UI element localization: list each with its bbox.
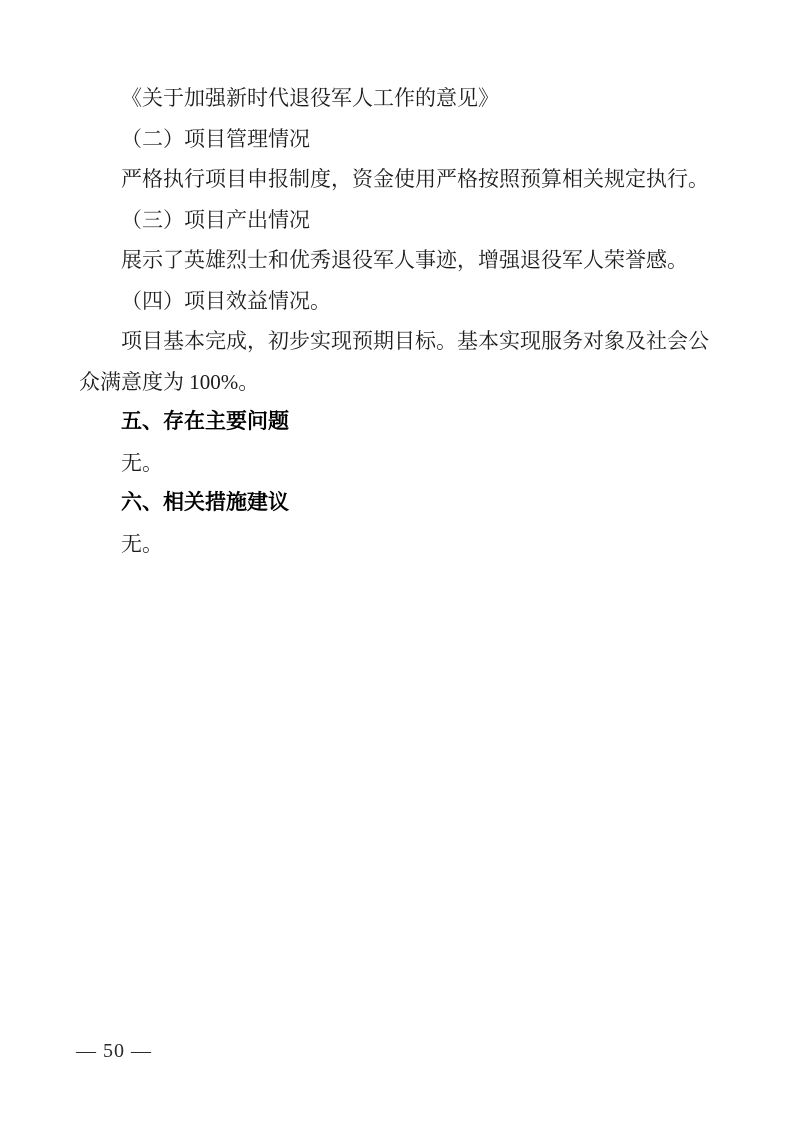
document-body [79, 78, 719, 564]
page-number: — 50 — [76, 1040, 152, 1062]
heading-related-measures: 六、相关措施建议 [121, 491, 289, 514]
paragraph-project-benefit-detail: 项目基本完成，初步实现预期目标。基本实现服务对象及社会公众满意度为 100%。 [79, 329, 709, 394]
paragraph-project-management-detail: 严格执行项目申报制度，资金使用严格按照预算相关规定执行。 [121, 167, 709, 191]
paragraph-document-title-reference: 《关于加强新时代退役军人工作的意见》 [121, 86, 499, 110]
heading-main-problems: 五、存在主要问题 [121, 410, 289, 433]
paragraph-project-output-detail: 展示了英雄烈士和优秀退役军人事迹，增强退役军人荣誉感。 [121, 248, 688, 272]
subheading-project-management: （二）项目管理情况 [121, 126, 310, 151]
paragraph-main-problems-none: 无。 [121, 450, 163, 475]
subheading-project-output: （三）项目产出情况 [121, 207, 310, 232]
subheading-project-benefit: （四）项目效益情况。 [121, 288, 331, 313]
paragraph-related-measures-none: 无。 [121, 531, 163, 556]
